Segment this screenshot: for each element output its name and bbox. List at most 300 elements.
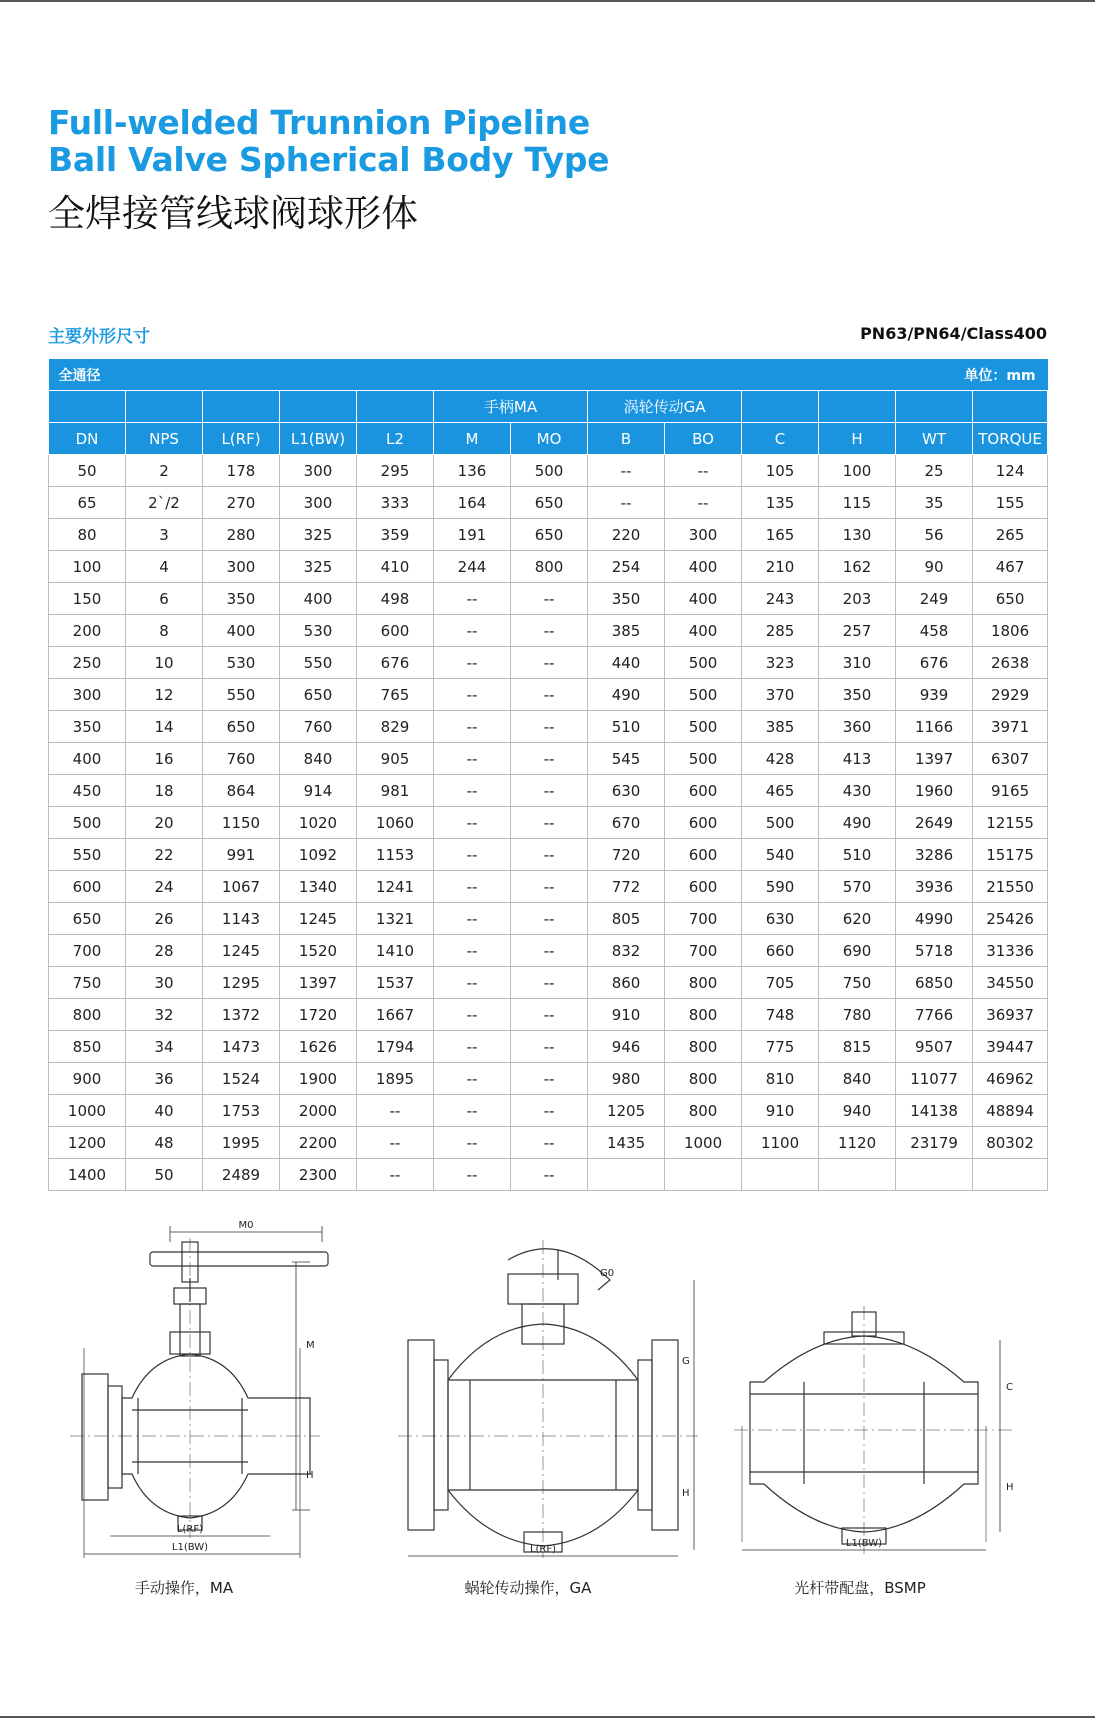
table-cell: 1900 <box>280 1063 357 1095</box>
table-cell: 980 <box>588 1063 665 1095</box>
column-header: NPS <box>126 423 203 455</box>
table-row <box>49 743 1048 775</box>
table-cell: 9507 <box>896 1031 973 1063</box>
table-cell: -- <box>511 615 588 647</box>
table-cell: 510 <box>588 711 665 743</box>
table-cell: 840 <box>819 1063 896 1095</box>
table-cell: 940 <box>819 1095 896 1127</box>
table-cell: 864 <box>203 775 280 807</box>
table-row <box>49 1159 1048 1191</box>
table-cell: -- <box>511 583 588 615</box>
table-cell: 385 <box>588 615 665 647</box>
table-cell: 400 <box>49 743 126 775</box>
label-h2: H <box>682 1488 690 1499</box>
table-cell <box>742 1159 819 1191</box>
table-cell: 50 <box>49 455 126 487</box>
table-cell: 1626 <box>280 1031 357 1063</box>
table-cell: 1720 <box>280 999 357 1031</box>
table-cell: 46962 <box>973 1063 1048 1095</box>
table-cell: 498 <box>357 583 434 615</box>
table-row <box>49 775 1048 807</box>
table-cell: 1200 <box>49 1127 126 1159</box>
table-cell: 6 <box>126 583 203 615</box>
table-cell: 1000 <box>49 1095 126 1127</box>
table-cell: -- <box>511 871 588 903</box>
table-cell: 155 <box>973 487 1048 519</box>
table-cell: 400 <box>665 551 742 583</box>
table-cell: 28 <box>126 935 203 967</box>
table-cell: 300 <box>280 487 357 519</box>
table-cell: 1000 <box>665 1127 742 1159</box>
table-cell: 254 <box>588 551 665 583</box>
table-cell: 910 <box>742 1095 819 1127</box>
table-cell: 500 <box>665 743 742 775</box>
table-cell: 244 <box>434 551 511 583</box>
table-cell: -- <box>511 679 588 711</box>
table-cell: 24 <box>126 871 203 903</box>
table-cell: 545 <box>588 743 665 775</box>
table-cell: 620 <box>819 903 896 935</box>
table-row <box>49 1095 1048 1127</box>
table-row <box>49 807 1048 839</box>
table-cell: 295 <box>357 455 434 487</box>
column-header: B <box>588 423 665 455</box>
table-cell: 410 <box>357 551 434 583</box>
table-cell <box>665 1159 742 1191</box>
table-cell: 11077 <box>896 1063 973 1095</box>
table-cell: 1150 <box>203 807 280 839</box>
table-cell: 249 <box>896 583 973 615</box>
title-line-1: Full-welded Trunnion Pipeline <box>48 103 590 142</box>
table-cell: 1120 <box>819 1127 896 1159</box>
table-cell: 550 <box>280 647 357 679</box>
table-cell: 550 <box>49 839 126 871</box>
table-cell: 21550 <box>973 871 1048 903</box>
table-cell: -- <box>357 1127 434 1159</box>
table-cell: 800 <box>665 1063 742 1095</box>
unit-label: 单位：mm <box>588 359 1048 391</box>
table-cell: 2300 <box>280 1159 357 1191</box>
table-cell: -- <box>357 1095 434 1127</box>
table-cell: 300 <box>280 455 357 487</box>
table-cell: 440 <box>588 647 665 679</box>
table-cell: 280 <box>203 519 280 551</box>
table-cell: 300 <box>203 551 280 583</box>
table-cell: 3286 <box>896 839 973 871</box>
table-row <box>49 967 1048 999</box>
table-cell: 333 <box>357 487 434 519</box>
table-row <box>49 551 1048 583</box>
table-cell: 600 <box>357 615 434 647</box>
table-cell: 203 <box>819 583 896 615</box>
table-cell: 5718 <box>896 935 973 967</box>
table-cell: 1100 <box>742 1127 819 1159</box>
table-cell: 1794 <box>357 1031 434 1063</box>
table-cell: 191 <box>434 519 511 551</box>
table-cell: 720 <box>588 839 665 871</box>
table-cell: -- <box>434 775 511 807</box>
table-cell: 8 <box>126 615 203 647</box>
table-cell: 14138 <box>896 1095 973 1127</box>
group-header-row <box>49 391 1048 423</box>
table-cell: 570 <box>819 871 896 903</box>
table-cell: -- <box>434 903 511 935</box>
table-row <box>49 839 1048 871</box>
table-cell: 800 <box>665 999 742 1031</box>
table-cell: 115 <box>819 487 896 519</box>
column-header: BO <box>665 423 742 455</box>
table-cell: -- <box>434 615 511 647</box>
table-body <box>49 455 1048 1191</box>
table-cell: 285 <box>742 615 819 647</box>
table-cell: 25426 <box>973 903 1048 935</box>
table-cell: 490 <box>588 679 665 711</box>
table-cell: 65 <box>49 487 126 519</box>
table-cell: -- <box>434 647 511 679</box>
table-cell: -- <box>511 935 588 967</box>
table-cell: 500 <box>665 711 742 743</box>
table-cell: 840 <box>280 743 357 775</box>
table-cell: 2`/2 <box>126 487 203 519</box>
table-cell: -- <box>511 1031 588 1063</box>
table-cell: 760 <box>203 743 280 775</box>
table-cell: 220 <box>588 519 665 551</box>
table-cell: 900 <box>49 1063 126 1095</box>
label-h3: H <box>1006 1482 1014 1493</box>
group-gear: 涡轮传动GA <box>588 391 742 423</box>
table-cell: -- <box>511 999 588 1031</box>
table-cell: 530 <box>203 647 280 679</box>
table-cell: 1806 <box>973 615 1048 647</box>
label-lrf2: L(RF) <box>529 1544 557 1555</box>
table-cell: 650 <box>511 487 588 519</box>
table-cell: 2200 <box>280 1127 357 1159</box>
table-cell: 800 <box>49 999 126 1031</box>
column-header: L1(BW) <box>280 423 357 455</box>
table-cell: 670 <box>588 807 665 839</box>
table-cell: 250 <box>49 647 126 679</box>
pressure-class: PN63/PN64/Class400 <box>860 324 1047 343</box>
table-cell: 164 <box>434 487 511 519</box>
table-cell: 750 <box>49 967 126 999</box>
table-cell: -- <box>511 743 588 775</box>
table-cell: 31336 <box>973 935 1048 967</box>
group-manual: 手柄MA <box>434 391 588 423</box>
table-cell: 100 <box>819 455 896 487</box>
table-cell: 660 <box>742 935 819 967</box>
table-row <box>49 487 1048 519</box>
table-cell: 650 <box>973 583 1048 615</box>
title-line-2: Ball Valve Spherical Body Type <box>48 140 610 179</box>
table-cell: -- <box>511 807 588 839</box>
table-cell: 510 <box>819 839 896 871</box>
table-cell: 748 <box>742 999 819 1031</box>
column-header-row <box>49 423 1048 455</box>
table-cell: 650 <box>511 519 588 551</box>
table-cell: 430 <box>819 775 896 807</box>
table-cell: 135 <box>742 487 819 519</box>
label-l1bw: L1(BW) <box>171 1542 209 1553</box>
table-cell: 370 <box>742 679 819 711</box>
column-header: H <box>819 423 896 455</box>
table-cell: 540 <box>742 839 819 871</box>
table-row <box>49 999 1048 1031</box>
table-cell: 1397 <box>280 967 357 999</box>
table-cell: 2638 <box>973 647 1048 679</box>
table-cell: -- <box>434 711 511 743</box>
table-cell: 1400 <box>49 1159 126 1191</box>
table-cell: 1143 <box>203 903 280 935</box>
table-cell: 465 <box>742 775 819 807</box>
table-cell: -- <box>434 967 511 999</box>
table-cell: 500 <box>511 455 588 487</box>
table-cell: 25 <box>896 455 973 487</box>
table-cell: -- <box>511 839 588 871</box>
table-cell: 1524 <box>203 1063 280 1095</box>
table-cell: 1960 <box>896 775 973 807</box>
table-cell: 490 <box>819 807 896 839</box>
table-row <box>49 583 1048 615</box>
table-cell: 257 <box>819 615 896 647</box>
column-header: L2 <box>357 423 434 455</box>
gear-operation-drawing <box>398 1240 698 1560</box>
table-cell: 700 <box>49 935 126 967</box>
caption-manual: 手动操作，MA <box>134 1579 234 1597</box>
table-cell: 630 <box>742 903 819 935</box>
table-cell: -- <box>434 743 511 775</box>
table-cell: 1340 <box>280 871 357 903</box>
table-cell: 15175 <box>973 839 1048 871</box>
table-cell: 3936 <box>896 871 973 903</box>
table-cell: -- <box>434 839 511 871</box>
table-cell: 40 <box>126 1095 203 1127</box>
table-cell: -- <box>511 1063 588 1095</box>
table-cell: 829 <box>357 711 434 743</box>
table-cell: 136 <box>434 455 511 487</box>
table-cell: -- <box>434 935 511 967</box>
table-cell: 690 <box>819 935 896 967</box>
table-cell: 323 <box>742 647 819 679</box>
table-cell: 780 <box>819 999 896 1031</box>
table-cell: 4 <box>126 551 203 583</box>
table-cell: 162 <box>819 551 896 583</box>
table-cell: -- <box>511 1095 588 1127</box>
table-cell <box>588 1159 665 1191</box>
table-cell: 500 <box>665 679 742 711</box>
table-cell: 48 <box>126 1127 203 1159</box>
table-cell: 1520 <box>280 935 357 967</box>
table-cell: 650 <box>280 679 357 711</box>
table-cell: 12 <box>126 679 203 711</box>
table-cell: 600 <box>665 807 742 839</box>
table-cell: 450 <box>49 775 126 807</box>
table-cell: 56 <box>896 519 973 551</box>
table-cell: 676 <box>896 647 973 679</box>
table-cell: 467 <box>973 551 1048 583</box>
table-cell: 100 <box>49 551 126 583</box>
table-cell: 36937 <box>973 999 1048 1031</box>
table-cell <box>973 1159 1048 1191</box>
table-cell: 600 <box>665 839 742 871</box>
table-cell: 1895 <box>357 1063 434 1095</box>
label-mo: M0 <box>238 1220 254 1231</box>
table-cell: 350 <box>819 679 896 711</box>
table-cell: 1753 <box>203 1095 280 1127</box>
table-cell: 1295 <box>203 967 280 999</box>
table-cell: -- <box>665 455 742 487</box>
table-cell: 80302 <box>973 1127 1048 1159</box>
table-cell: 550 <box>203 679 280 711</box>
table-cell: 3971 <box>973 711 1048 743</box>
table-cell: -- <box>434 1127 511 1159</box>
table-cell: 124 <box>973 455 1048 487</box>
table-cell: 590 <box>742 871 819 903</box>
table-cell: 4990 <box>896 903 973 935</box>
table-cell: 400 <box>665 615 742 647</box>
table-cell: 676 <box>357 647 434 679</box>
bore-label: 全通径 <box>49 359 588 391</box>
table-cell: 178 <box>203 455 280 487</box>
table-row <box>49 615 1048 647</box>
table-cell: 700 <box>665 903 742 935</box>
table-cell: 32 <box>126 999 203 1031</box>
table-cell: 1397 <box>896 743 973 775</box>
table-cell: 359 <box>357 519 434 551</box>
table-cell: 6850 <box>896 967 973 999</box>
table-row <box>49 711 1048 743</box>
table-cell: 1473 <box>203 1031 280 1063</box>
column-header: C <box>742 423 819 455</box>
table-cell: 350 <box>588 583 665 615</box>
table-cell: 650 <box>203 711 280 743</box>
table-row <box>49 935 1048 967</box>
table-cell: 243 <box>742 583 819 615</box>
manual-operation-drawing <box>70 1220 370 1568</box>
table-cell: 2000 <box>280 1095 357 1127</box>
table-cell: 910 <box>588 999 665 1031</box>
table-cell: 12155 <box>973 807 1048 839</box>
table-cell: 9165 <box>973 775 1048 807</box>
section-title: 主要外形尺寸 <box>48 327 150 347</box>
table-row <box>49 519 1048 551</box>
table-cell: 500 <box>49 807 126 839</box>
table-cell: 400 <box>665 583 742 615</box>
table-cell: 385 <box>742 711 819 743</box>
column-header: L(RF) <box>203 423 280 455</box>
column-header: MO <box>511 423 588 455</box>
table-cell: -- <box>588 487 665 519</box>
table-cell: 939 <box>896 679 973 711</box>
column-header: M <box>434 423 511 455</box>
table-cell: 265 <box>973 519 1048 551</box>
table-cell: -- <box>588 455 665 487</box>
table-cell: 150 <box>49 583 126 615</box>
label-h: H <box>306 1470 314 1481</box>
table-cell: 300 <box>49 679 126 711</box>
table-cell: -- <box>434 679 511 711</box>
table-row <box>49 871 1048 903</box>
table-cell: 350 <box>49 711 126 743</box>
table-cell: 705 <box>742 967 819 999</box>
table-cell: 2649 <box>896 807 973 839</box>
caption-gear: 蜗轮传动操作，GA <box>464 1579 592 1597</box>
table-cell: 210 <box>742 551 819 583</box>
table-cell: 914 <box>280 775 357 807</box>
table-cell: 34 <box>126 1031 203 1063</box>
table-cell: 530 <box>280 615 357 647</box>
table-cell: 991 <box>203 839 280 871</box>
table-cell: 18 <box>126 775 203 807</box>
table-cell: 300 <box>665 519 742 551</box>
table-cell: 600 <box>665 775 742 807</box>
table-cell: 765 <box>357 679 434 711</box>
table-cell: 350 <box>203 583 280 615</box>
table-cell: 1166 <box>896 711 973 743</box>
table-cell: 1537 <box>357 967 434 999</box>
table-cell: 1092 <box>280 839 357 871</box>
table-cell: -- <box>511 647 588 679</box>
table-row <box>49 1127 1048 1159</box>
table-cell: 30 <box>126 967 203 999</box>
page-title-cn: 全焊接管线球阀球形体 <box>48 192 418 235</box>
table-row <box>49 647 1048 679</box>
table-cell: 775 <box>742 1031 819 1063</box>
table-cell: 270 <box>203 487 280 519</box>
table-cell: -- <box>434 1031 511 1063</box>
table-cell: 1067 <box>203 871 280 903</box>
table-cell: 1245 <box>280 903 357 935</box>
table-cell: 1241 <box>357 871 434 903</box>
table-cell: 310 <box>819 647 896 679</box>
table-cell: -- <box>511 1159 588 1191</box>
table-cell: 1205 <box>588 1095 665 1127</box>
table-cell: 14 <box>126 711 203 743</box>
table-cell: 2489 <box>203 1159 280 1191</box>
label-l1bw3: L1(BW) <box>845 1538 883 1549</box>
label-m: M <box>306 1340 315 1351</box>
table-cell: -- <box>665 487 742 519</box>
table-cell: 760 <box>280 711 357 743</box>
table-cell: 458 <box>896 615 973 647</box>
table-row <box>49 679 1048 711</box>
table-row <box>49 455 1048 487</box>
table-cell: 428 <box>742 743 819 775</box>
label-g: G <box>682 1356 690 1367</box>
label-lrf: L(RF) <box>176 1524 204 1535</box>
table-cell: 630 <box>588 775 665 807</box>
table-cell: -- <box>511 967 588 999</box>
column-header: TORQUE <box>973 423 1048 455</box>
table-cell: 800 <box>665 967 742 999</box>
table-cell: 1060 <box>357 807 434 839</box>
table-cell: -- <box>434 583 511 615</box>
table-cell: 325 <box>280 519 357 551</box>
table-cell: 3 <box>126 519 203 551</box>
table-cell: 860 <box>588 967 665 999</box>
table-cell: 1410 <box>357 935 434 967</box>
table-cell: 700 <box>665 935 742 967</box>
table-cell: 80 <box>49 519 126 551</box>
table-cell: 650 <box>49 903 126 935</box>
table-cell: 34550 <box>973 967 1048 999</box>
table-cell: 48894 <box>973 1095 1048 1127</box>
table-row <box>49 1031 1048 1063</box>
table-cell: 7766 <box>896 999 973 1031</box>
table-cell: 26 <box>126 903 203 935</box>
table-cell: 750 <box>819 967 896 999</box>
label-c: C <box>1006 1382 1013 1393</box>
table-cell: 22 <box>126 839 203 871</box>
